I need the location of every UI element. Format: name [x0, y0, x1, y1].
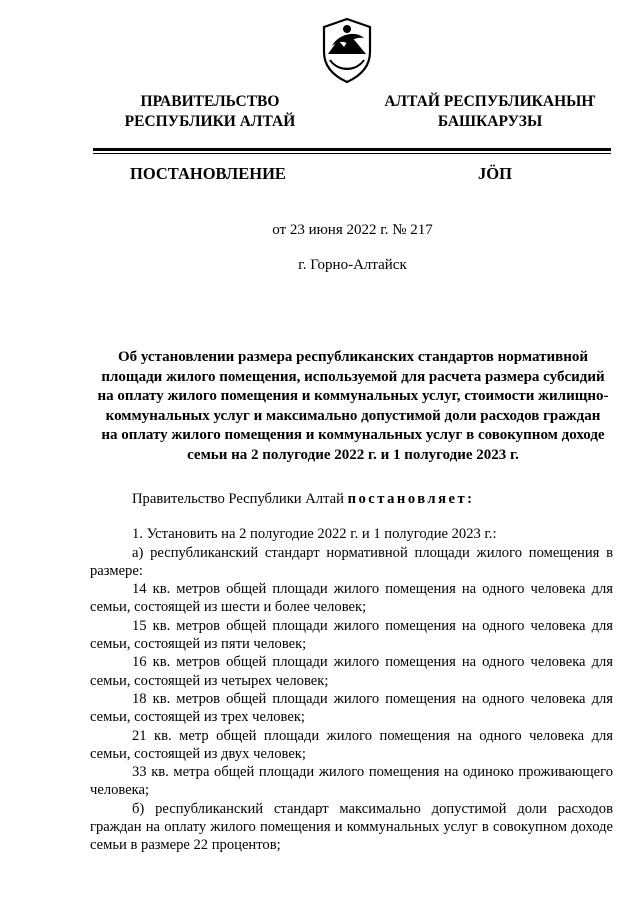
document-body: [90, 490, 613, 855]
header-right-line-2: БАШКАРУЗЫ: [437, 113, 543, 130]
intro-resolves: постановляет:: [347, 491, 475, 507]
title-line: Об установлении размера республиканских стандартов нормативной: [117, 349, 589, 365]
emblem-icon: [318, 16, 376, 84]
title-line: на оплату жилого помещения и коммунальных услуг, стоимости жилищно-: [97, 388, 609, 404]
header-divider-thin: [93, 153, 611, 154]
document-date-number: от 23 июня 2022 г. № 217: [272, 222, 433, 238]
header-left: [90, 92, 330, 132]
title-line: коммунальных услуг и максимально допустимой доли расходов граждан: [105, 407, 601, 424]
title-line: площади жилого помещения, используемой для расчета размера субсидий: [101, 368, 605, 385]
doc-type-altai: JӦП: [478, 164, 512, 183]
header-divider-thick: [93, 148, 611, 151]
intro-paragraph: [90, 490, 613, 508]
header-right-line-1: АЛТАЙ РЕСПУБЛИКАНЫҤ: [384, 93, 596, 110]
body-paragraph: 1. Установить на 2 полугодие 2022 г. и 1 полугодие 2023 г.:: [132, 526, 497, 543]
header-left-line-2: РЕСПУБЛИКИ АЛТАЙ: [124, 113, 296, 130]
body-paragraph: б) республиканский стандарт максимально допустимой доли расходов граждан на оплату жилого помещения и коммунальных услуг в совокупном доходе семьи в размере 22 процентов;: [90, 800, 613, 854]
body-paragraph: 15 кв. метров общей площади жилого помещения на одного человека для семьи, состоящей из пяти человек;: [90, 617, 613, 653]
body-paragraph: 21 кв. метр общей площади жилого помещения на одного человека для семьи, состоящей из двух человек;: [90, 727, 613, 762]
header-right: [370, 92, 610, 132]
title-line: на оплату жилого помещения и коммунальных услуг в совокупном доходе: [101, 427, 605, 443]
body-paragraph: 33 кв. метра общей площади жилого помещения на одиноко проживающего человека;: [90, 764, 613, 799]
doc-type-russian: ПОСТАНОВЛЕНИЕ: [130, 164, 286, 183]
document-title: [90, 348, 616, 465]
intro-text: Правительство Республики Алтай: [132, 491, 348, 507]
body-paragraph: а) республиканский стандарт нормативной площади жилого помещения в размере:: [90, 544, 613, 579]
body-paragraph: 14 кв. метров общей площади жилого помещения на одного человека для семьи, состоящей из шести и более человек;: [90, 581, 613, 616]
body-paragraph: 18 кв. метров общей площади жилого помещения на одного человека для семьи, состоящей из трех человек;: [90, 690, 613, 726]
document-city: г. Горно-Алтайск: [298, 257, 407, 273]
title-line: семьи на 2 полугодие 2022 г. и 1 полугодие 2023 г.: [187, 446, 519, 463]
header-left-line-1: ПРАВИТЕЛЬСТВО: [140, 93, 280, 110]
body-paragraph: 16 кв. метров общей площади жилого помещения на одного человека для семьи, состоящей из четырех человек;: [90, 654, 613, 689]
